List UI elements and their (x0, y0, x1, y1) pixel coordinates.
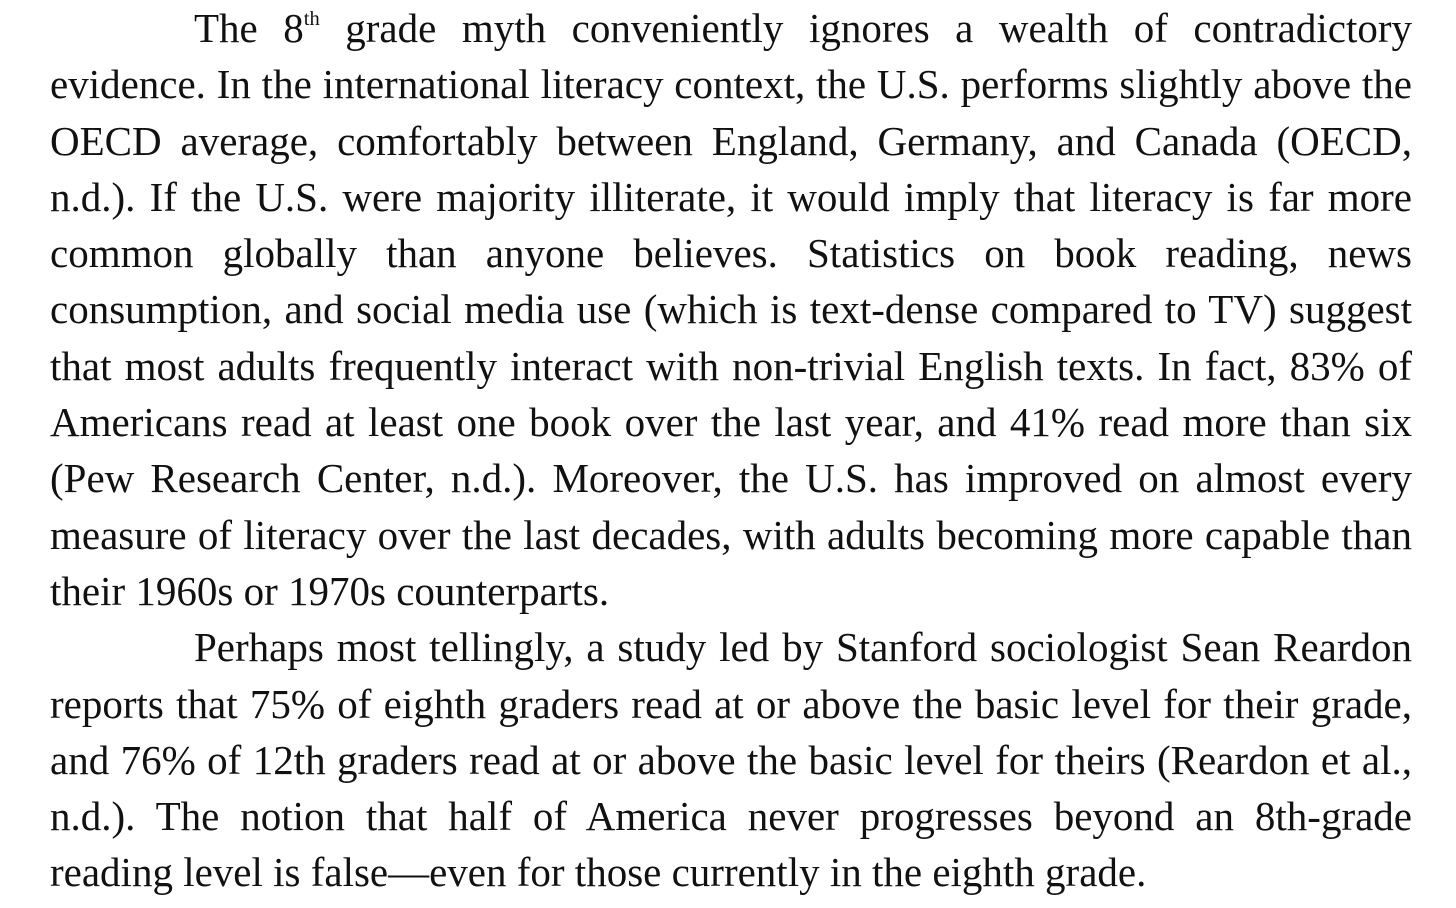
ordinal-superscript: th (303, 8, 320, 31)
paragraph-1-intro: The 8 (194, 5, 304, 51)
paragraph-1 (50, 0, 1412, 619)
paragraph-1-text: grade myth conveniently ignores a wealth of contradictory evidence. In the international literacy context, the U.S. performs slightly above the OECD average, comfortably between England, Germany, and Canada (OECD, n.d.). If the U.S. were majority illiterate, it would imply that literacy is far more common globally than anyone believes. Statistics on book reading, news consumption, and social media use (which is text-dense compared to TV) suggest that most adults frequently interact with non-trivial English texts. In fact, 83% of Americans read at least one book over the last year, and 41% read more than six (Pew Research Center, n.d.). Moreover, the U.S. has improved on almost every measure of literacy over the last decades, with adults becoming more capable than their 1960s or 1970s counterparts. (50, 5, 1412, 614)
paragraph-2: Perhaps most tellingly, a study led by Stanford sociologist Sean Reardon reports that 75% of eighth graders read at or above the basic level for their grade, and 76% of 12th graders read at or above the basic level for theirs (Reardon et al., n.d.). The notion that half of America never progresses beyond an 8th-grade reading level is false—even for those currently in the eighth grade. (50, 624, 1412, 896)
